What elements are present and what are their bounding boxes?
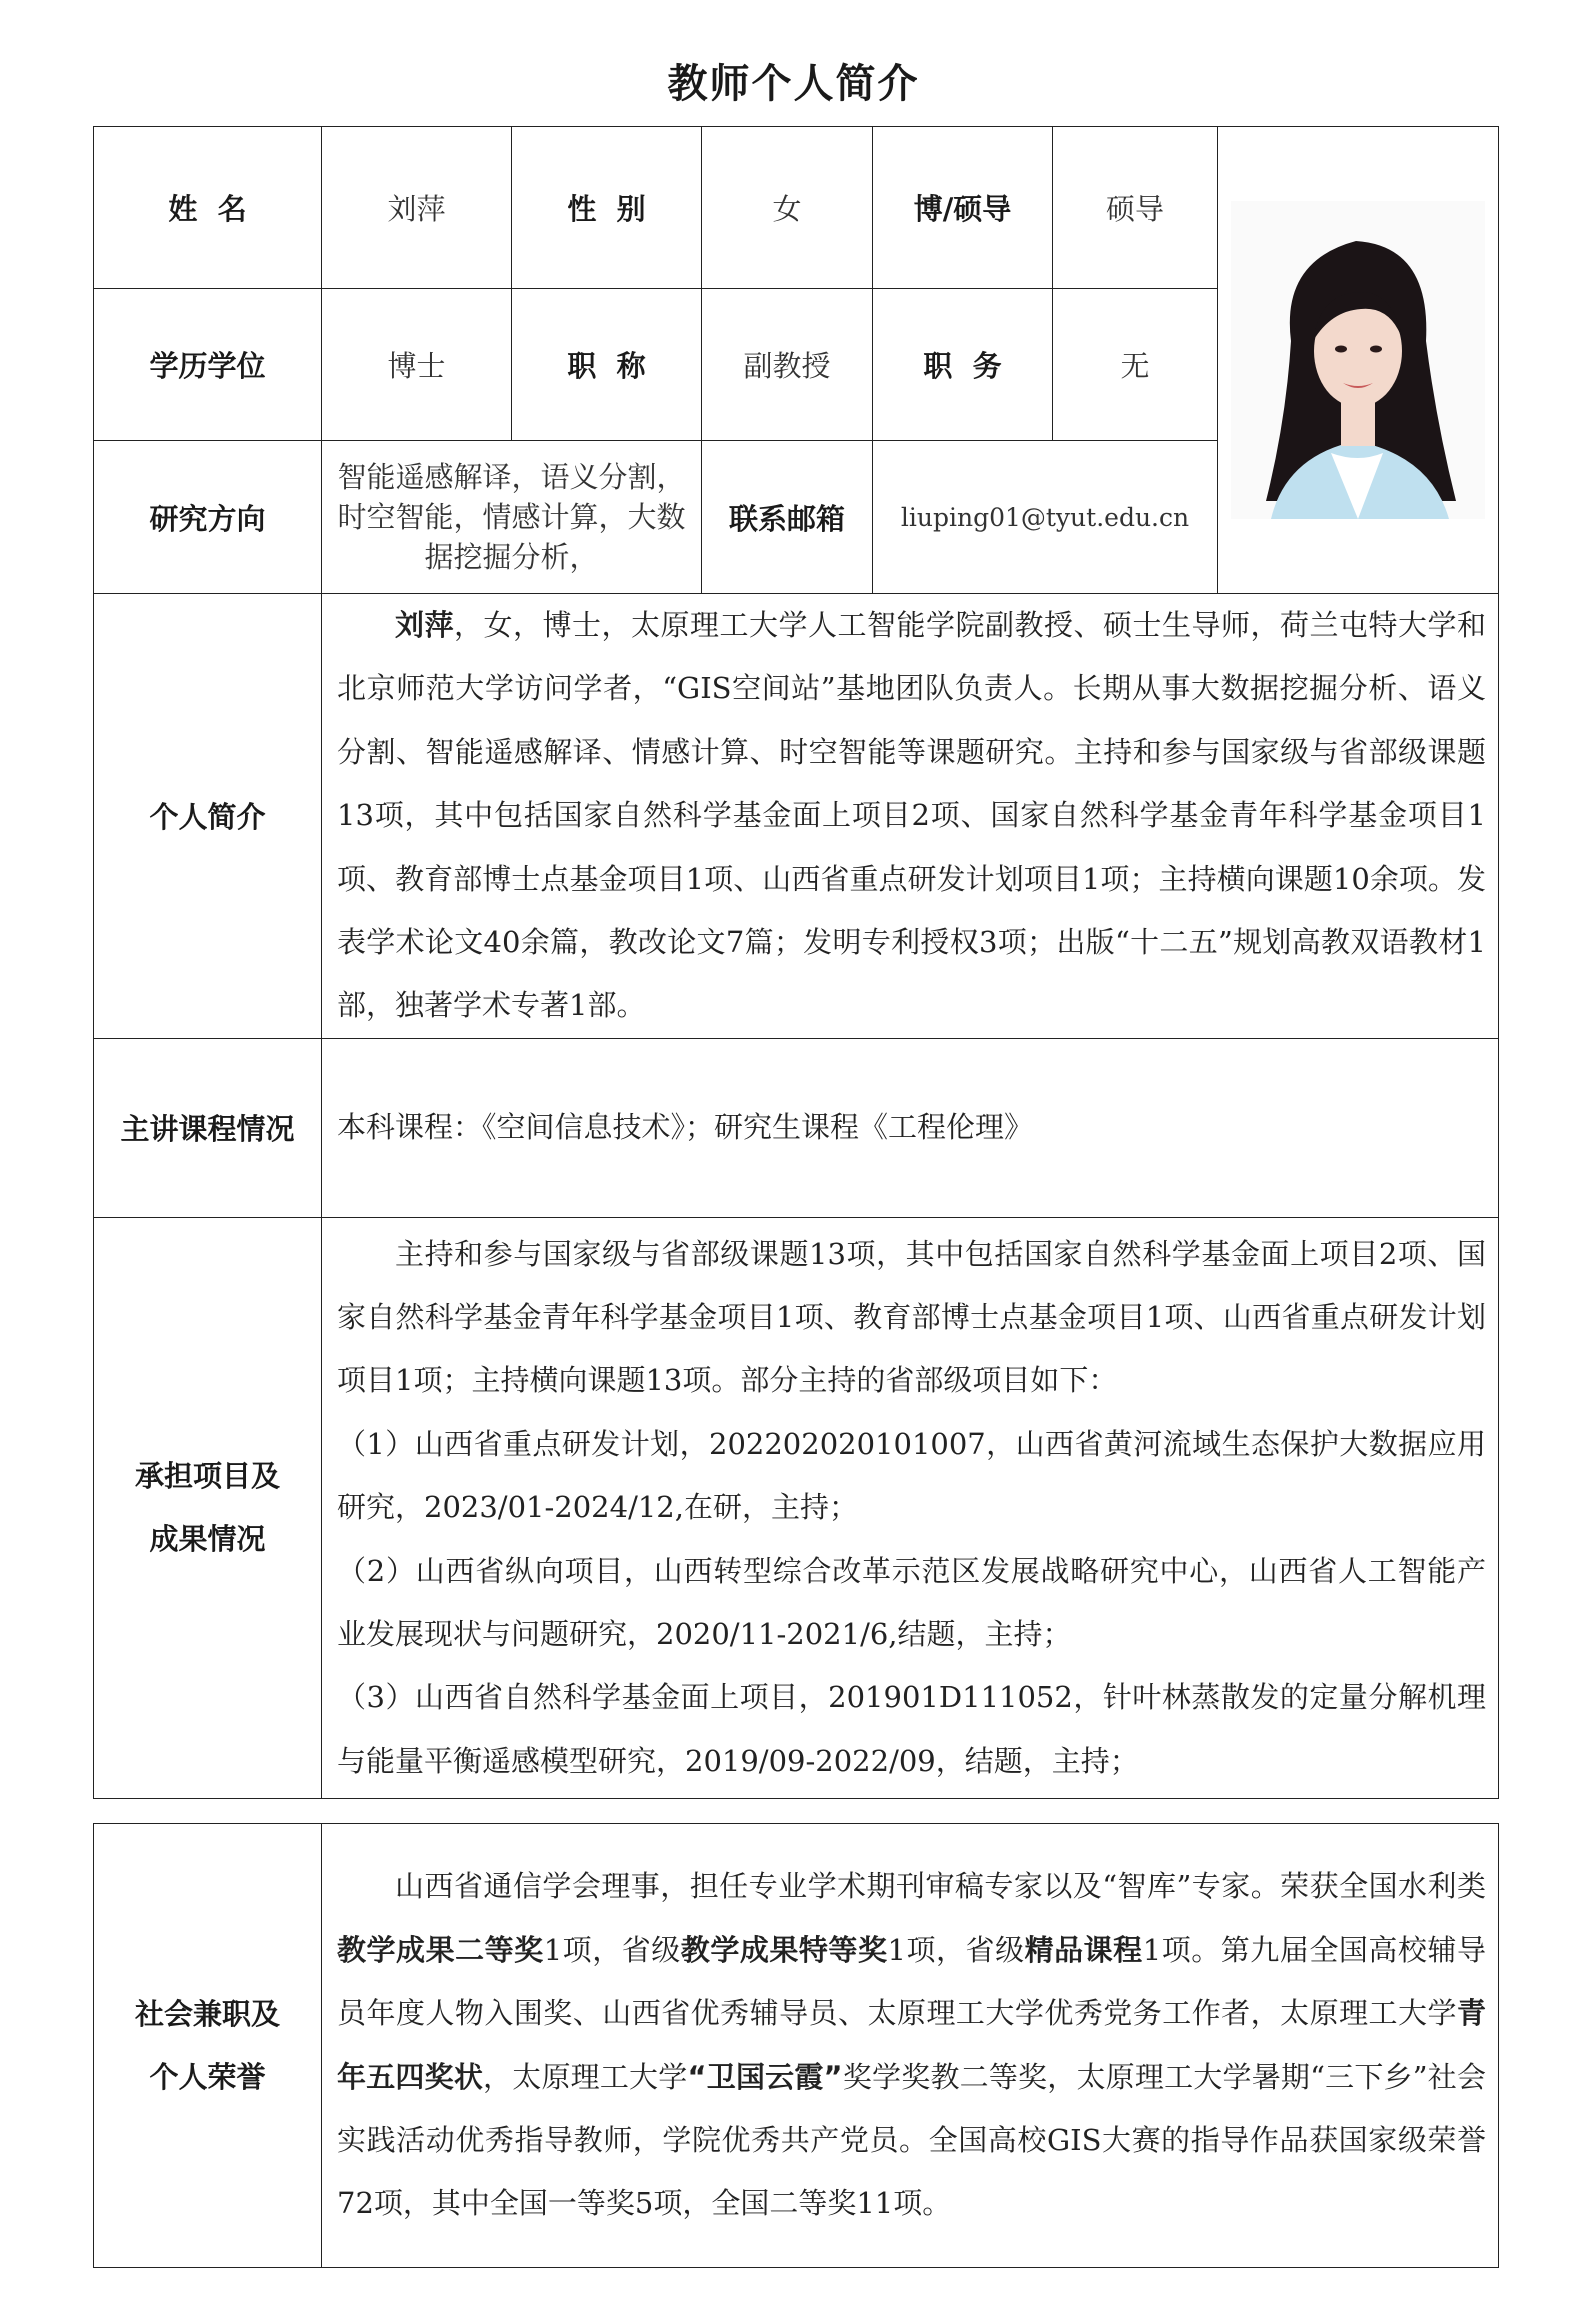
honor-highlight: 精品课程: [1024, 1932, 1143, 1967]
project-item: （1）山西省重点研发计划，202202020101007，山西省黄河流域生态保护大数据应用研究，2023/01-2024/12,在研，主持；: [337, 1426, 1486, 1525]
research-label: 研究方向: [94, 441, 322, 594]
honors-label: [94, 1824, 322, 2268]
honor-text: 1项。第九届全国高校辅导员年度人物入围奖、山西省优秀辅导员、太原理工大学优秀党务工作者，太原理工大学: [337, 1932, 1486, 2031]
honor-highlight: 青年五四奖状: [337, 1996, 1486, 2094]
honors-label-line2: 个人荣誉: [149, 2059, 266, 2094]
research-value: 智能遥感解译，语义分割，时空智能，情感计算，大数据挖掘分析，: [322, 441, 702, 594]
advisor-value: 硕导: [1053, 127, 1218, 289]
intro-name: 刘萍: [395, 608, 454, 642]
photo-cell: [1218, 127, 1499, 594]
honor-text: 山西省通信学会理事，担任专业学术期刊审稿专家以及“智库”专家。荣获全国水利类: [395, 1869, 1486, 1904]
degree-label: 学历学位: [94, 289, 322, 441]
projects-label-line1: 承担项目及: [134, 1458, 280, 1493]
project-item: （2）山西省纵向项目，山西转型综合改革示范区发展战略研究中心，山西省人工智能产业发展现状与问题研究，2020/11-2021/6,结题，主持；: [337, 1553, 1486, 1651]
courses-label: 主讲课程情况: [94, 1038, 322, 1217]
profile-table: [93, 126, 1499, 1799]
position-label: 职 务: [873, 289, 1053, 441]
projects-text: [322, 1217, 1499, 1798]
gender-label: 性 别: [512, 127, 702, 289]
intro-label: 个人简介: [94, 594, 322, 1039]
email-label: 联系邮箱: [702, 441, 873, 594]
honors-paragraph: [337, 1855, 1486, 2235]
courses-text: 本科课程：《空间信息技术》；研究生课程《工程伦理》: [322, 1038, 1499, 1217]
honor-highlight: 教学成果特等奖: [680, 1932, 888, 1967]
name-label: 姓 名: [94, 127, 322, 289]
honors-label-line1: 社会兼职及: [134, 1996, 280, 2031]
honor-highlight: “卫国云霞”: [687, 2059, 843, 2094]
project-item: （3）山西省自然科学基金面上项目，201901D111052，针叶林蒸散发的定量分解机理与能量平衡遥感模型研究，2019/09-2022/09，结题，主持；: [337, 1680, 1486, 1778]
honors-table: [93, 1823, 1499, 2268]
honor-highlight: 教学成果二等奖: [337, 1932, 544, 1967]
honor-text: 1项，省级: [543, 1932, 681, 1967]
name-value: 刘萍: [322, 127, 512, 289]
projects-label: [94, 1217, 322, 1798]
projects-intro: 主持和参与国家级与省部级课题13项，其中包括国家自然科学基金面上项目2项、国家自然科学基金青年科学基金项目1项、教育部博士点基金项目1项、山西省重点研发计划项目1项；主持横向课题13项。部分主持的省部级项目如下：: [337, 1236, 1486, 1398]
page-title: 教师个人简介: [667, 61, 920, 107]
email-value: liuping01@tyut.edu.cn: [873, 441, 1218, 594]
title-value: 副教授: [702, 289, 873, 441]
portrait-photo: [1231, 201, 1485, 519]
intro-body: ，女，博士，太原理工大学人工智能学院副教授、硕士生导师，荷兰屯特大学和北京师范大学访问学者，“GIS空间站”基地团队负责人。长期从事大数据挖掘分析、语义分割、智能遥感解译、情感计算、时空智能等课题研究。主持和参与国家级与省部级课题13项，其中包括国家自然科学基金面上项目2项、国家自然科学基金青年科学基金项目1项、教育部博士点基金项目1项、山西省重点研发计划项目1项；主持横向课题10余项。发表学术论文40余篇，教改论文7篇；发明专利授权3项；出版“十二五”规划高教双语教材1部，独著学术专著1部。: [337, 608, 1486, 1023]
honor-text: 奖学奖教二等奖，太原理工大学暑期“三下乡”社会实践活动优秀指导教师，学院优秀共产党员。全国高校GIS大赛的指导作品获国家级荣誉72项，其中全国一等奖5项，全国二等奖11项。: [337, 2059, 1486, 2221]
honors-text: [322, 1824, 1499, 2268]
projects-label-line2: 成果情况: [149, 1521, 266, 1556]
advisor-label: 博/硕导: [873, 127, 1053, 289]
degree-value: 博士: [322, 289, 512, 441]
honor-text: ，太原理工大学: [483, 2059, 688, 2094]
intro-text: [322, 594, 1499, 1039]
gender-value: 女: [702, 127, 873, 289]
honor-text: 1项，省级: [887, 1932, 1025, 1967]
position-value: 无: [1053, 289, 1218, 441]
title-label: 职 称: [512, 289, 702, 441]
